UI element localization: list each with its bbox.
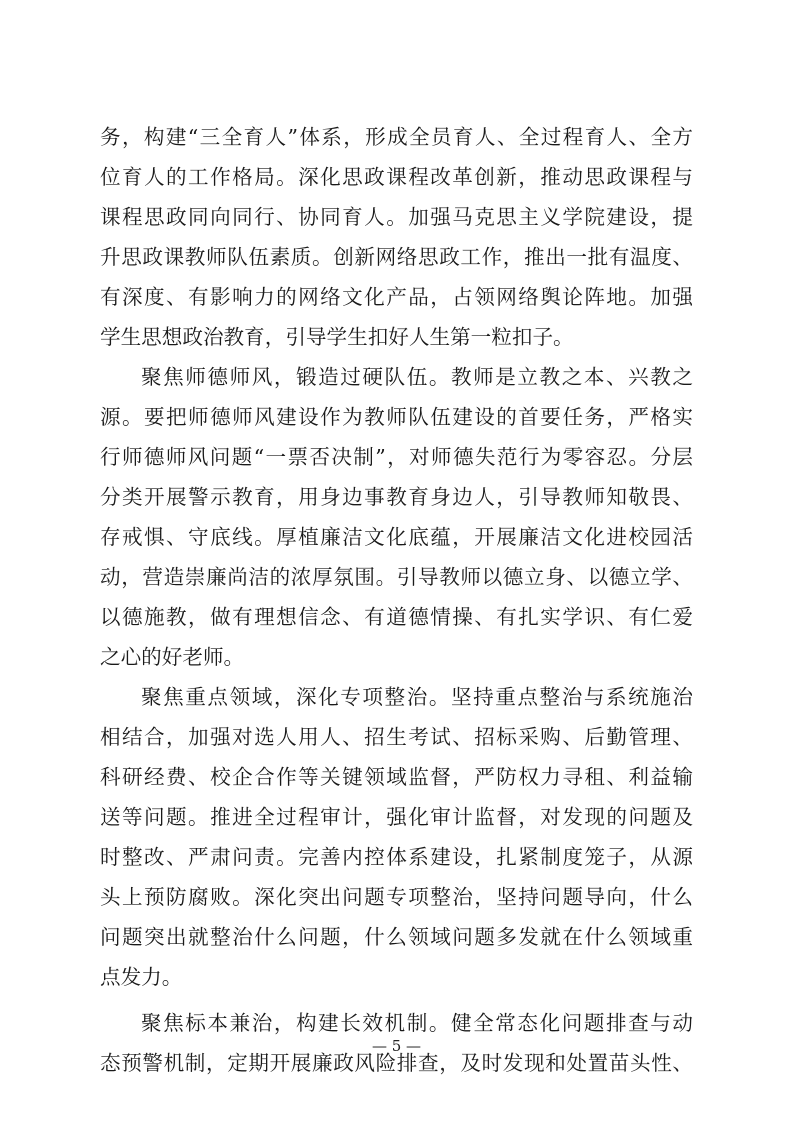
text-line: 课程思政同向同行、协同育人。加强马克思主义学院建设，提 bbox=[100, 205, 693, 229]
text-line: 科研经费、校企合作等关键领域监督，严防权力寻租、利益输 bbox=[100, 765, 693, 789]
text-line: 问题突出就整治什么问题，什么领域问题多发就在什么领域重 bbox=[100, 925, 693, 949]
text-line: 态预警机制，定期开展廉政风险排查，及时发现和处置苗头性、 bbox=[100, 1051, 693, 1075]
text-line: 相结合，加强对选人用人、招生考试、招标采购、后勤管理、 bbox=[100, 725, 693, 749]
text-line: 学生思想政治教育，引导学生扣好人生第一粒扣子。 bbox=[100, 325, 574, 349]
paragraph-first-line: 聚焦师德师风，锻造过硬队伍。教师是立教之本、兴教之 bbox=[141, 365, 693, 389]
text-line: 时整改、严肃问责。完善内控体系建设，扎紧制度笼子，从源 bbox=[100, 845, 693, 869]
text-line: 存戒惧、守底线。厚植廉洁文化底蕴，开展廉洁文化进校园活 bbox=[100, 525, 693, 549]
text-line: 送等问题。推进全过程审计，强化审计监督，对发现的问题及 bbox=[100, 805, 693, 829]
text-line: 源。要把师德师风建设作为教师队伍建设的首要任务，严格实 bbox=[100, 405, 693, 429]
text-line: 行师德师风问题“一票否决制”，对师德失范行为零容忍。分层 bbox=[100, 445, 693, 469]
text-line: 头上预防腐败。深化突出问题专项整治，坚持问题导向，什么 bbox=[100, 885, 693, 909]
page-number: — 5 — bbox=[371, 1037, 422, 1055]
text-line: 有深度、有影响力的网络文化产品，占领网络舆论阵地。加强 bbox=[100, 285, 693, 309]
text-line: 位育人的工作格局。深化思政课程改革创新，推动思政课程与 bbox=[100, 165, 693, 189]
text-line: 以德施教，做有理想信念、有道德情操、有扎实学识、有仁爱 bbox=[100, 605, 693, 629]
paragraph-first-line: 聚焦标本兼治，构建长效机制。健全常态化问题排查与动 bbox=[141, 1011, 693, 1035]
text-line: 务，构建“三全育人”体系，形成全员育人、全过程育人、全方 bbox=[100, 125, 693, 149]
paragraph-first-line: 聚焦重点领域，深化专项整治。坚持重点整治与系统施治 bbox=[141, 685, 693, 709]
text-line: 点发力。 bbox=[100, 965, 183, 989]
text-line: 分类开展警示教育，用身边事教育身边人，引导教师知敬畏、 bbox=[100, 485, 693, 509]
text-line: 动，营造崇廉尚洁的浓厚氛围。引导教师以德立身、以德立学、 bbox=[100, 565, 693, 589]
text-line: 升思政课教师队伍素质。创新网络思政工作，推出一批有温度、 bbox=[100, 245, 693, 269]
text-line: 之心的好老师。 bbox=[100, 645, 245, 669]
